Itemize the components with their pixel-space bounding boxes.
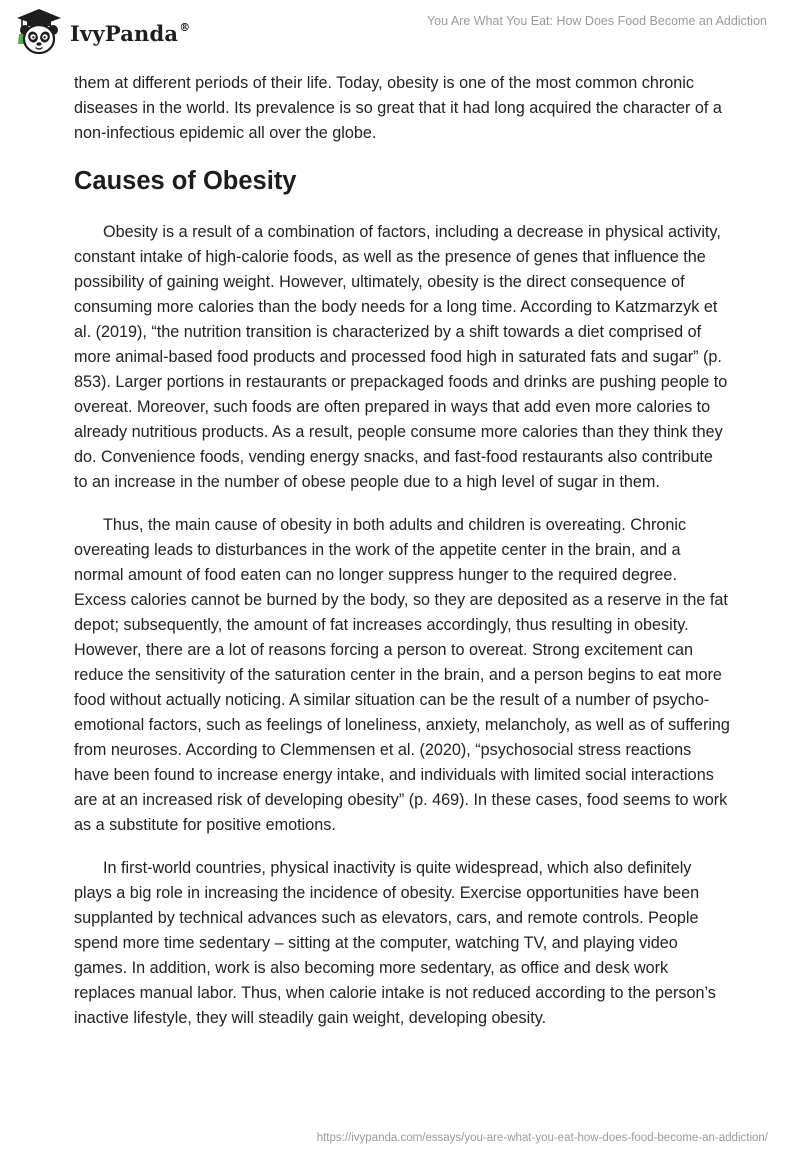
logo-wordmark [70, 21, 190, 46]
page-header [0, 0, 800, 62]
article-body [74, 71, 730, 1049]
intro-paragraph: them at different periods of their life. Today, obesity is one of the most common chronic diseases in the world. Its prevalence is so great that it had long acquired the character of a non-infectious epidemic all over the globe. [74, 74, 722, 142]
section-heading: Causes of Obesity [74, 167, 297, 195]
registered-mark: ® [179, 20, 191, 34]
paragraph-1: Obesity is a result of a combination of factors, including a decrease in physical activity, constant intake of high-calorie foods, as well as the presence of genes that influence the possibility of gaining weight. However, ultimately, obesity is the direct consequence of consuming more calories than the body needs for a long time. According to Katzmarzyk et al. (2019), “the nutrition transition is characterized by a shift towards a diet comprised of more animal-based food products and processed food high in saturated fats and sugar” (p. 853). Larger portions in restaurants or prepackaged foods and drinks are pushing people to overeat. Moreover, such foods are often prepared in ways that add even more calories to already nutritious products. As a result, people consume more calories than they think they do. Convenience foods, vending energy snacks, and fast-food restaurants also contribute to an increase in the number of obese people due to a high level of sugar in them. [74, 223, 728, 491]
paragraph-3: In first-world countries, physical inactivity is quite widespread, which also definitely plays a big role in increasing the incidence of obesity. Exercise opportunities have been supplanted by technical advances such as elevators, cars, and remote controls. People spend more time sedentary – sitting at the computer, watching TV, and playing video games. In addition, work is also becoming more sedentary, as office and desk work replaces manual labor. Thus, when calorie intake is not reduced according to the person’s inactive lifestyle, they will steadily gain weight, developing obesity. [74, 859, 716, 1027]
logo-text: IvyPanda [70, 20, 179, 46]
source-url[interactable]: https://ivypanda.com/essays/you-are-what-you-eat-how-does-food-become-an-addiction/ [316, 1132, 768, 1144]
panda-graduate-icon [14, 8, 64, 56]
ivypanda-logo[interactable] [14, 8, 190, 56]
paragraph-2: Thus, the main cause of obesity in both adults and children is overeating. Chronic overeating leads to disturbances in the work of the appetite center in the brain, and a normal amount of food eaten can no longer suppress hunger to the required degree. Excess calories cannot be burned by the body, so they are deposited as a reserve in the fat depot; subsequently, the amount of fat increases accordingly, thus resulting in obesity. However, there are a lot of reasons forcing a person to overeat. Strong excitement can reduce the sensitivity of the saturation center in the brain, and a person begins to eat more food without actually noticing. A similar situation can be the result of a number of psycho-emotional factors, such as feelings of loneliness, anxiety, melancholy, as well as of suffering from neuroses. According to Clemmensen et al. (2020), “psychosocial stress reactions have been found to increase energy intake, and individuals with limited social interactions are at an increased risk of developing obesity” (p. 469). In these cases, food seems to work as a substitute for positive emotions. [74, 516, 730, 834]
document-title: You Are What You Eat: How Does Food Become an Addiction [426, 14, 767, 28]
